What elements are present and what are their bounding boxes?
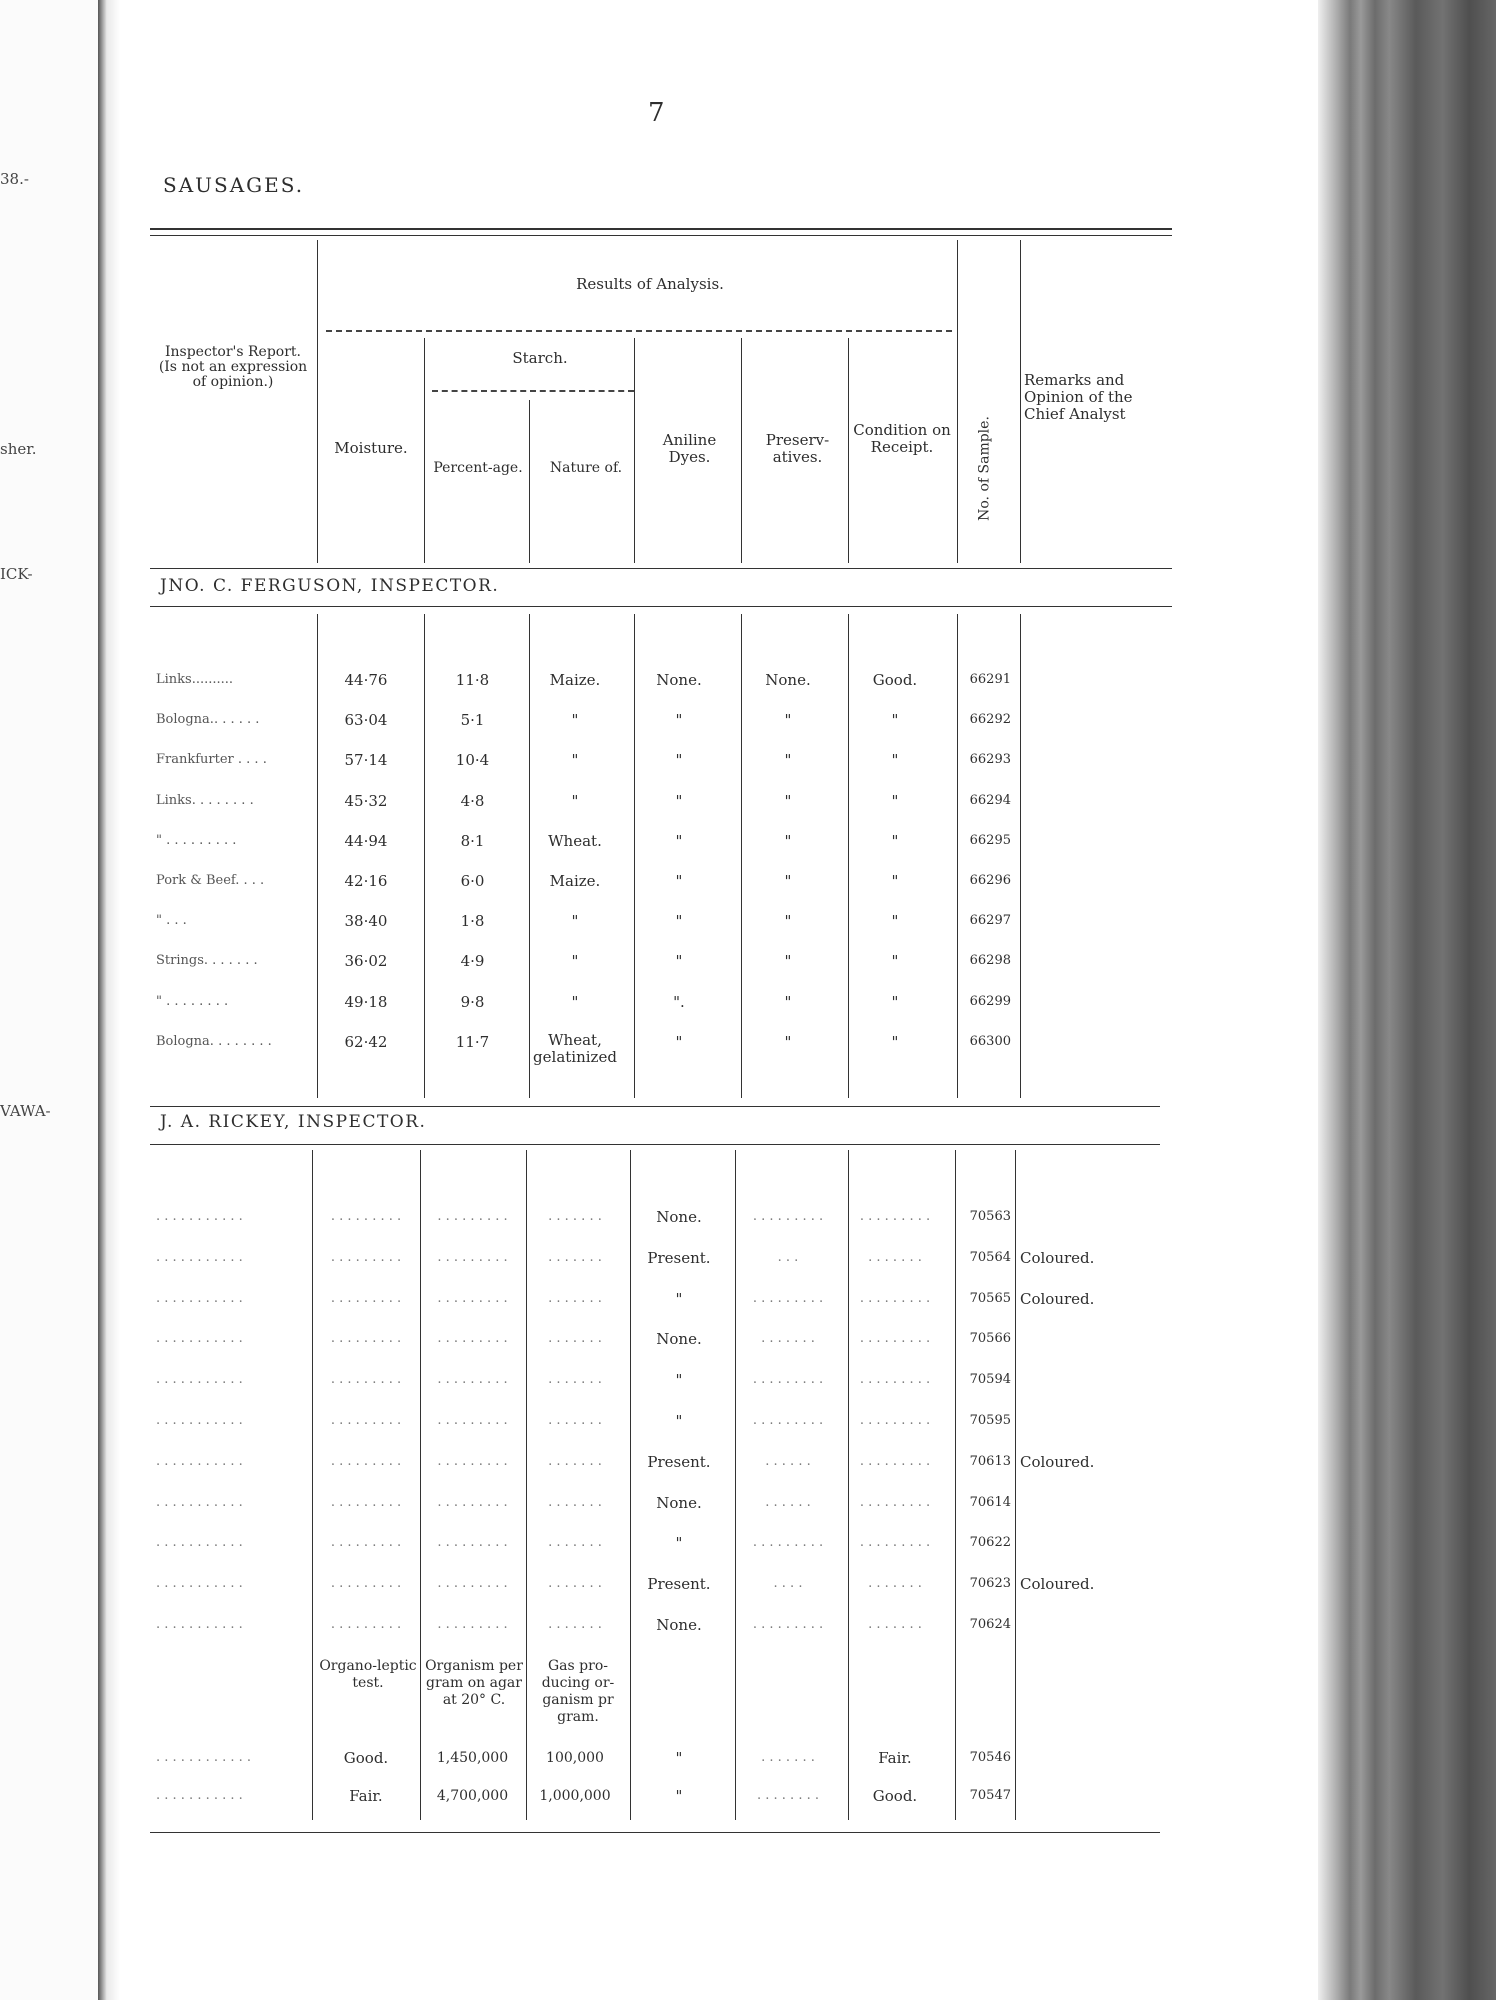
condition-cell: . . . . . . . . . [859, 1331, 931, 1347]
starch-nature-cell: . . . . . . . [548, 1249, 602, 1265]
aniline-dyes-cell: ". [673, 992, 685, 1011]
starch-header: Starch. [512, 349, 568, 367]
sample-number-cell: 70595 [969, 1413, 1011, 1428]
table-row [150, 1370, 1150, 1400]
starch-percentage-cell: . . . . . . . . . [437, 1413, 508, 1428]
condition-cell: . . . . . . . . . [859, 1535, 931, 1551]
facing-page-fragment: ICK- [0, 565, 33, 583]
table-row [150, 750, 1150, 780]
table-row [150, 710, 1150, 740]
facing-page-edge [0, 0, 100, 2000]
inspector-report-cell: . . . . . . . . . . . [156, 1494, 243, 1510]
starch-nature-cell: . . . . . . . [548, 1453, 602, 1469]
sample-number-cell: 66297 [969, 913, 1011, 929]
sample-number-cell: 70622 [969, 1535, 1011, 1551]
moisture-cell: 57·14 [344, 751, 388, 770]
preservatives-cell: None. [765, 671, 811, 689]
sample-number-cell: 70546 [969, 1750, 1011, 1765]
organism-per-gram-cell: 4,700,000 [436, 1788, 509, 1804]
inspector-report-cell: Links. . . . . . . . [156, 792, 254, 808]
book-page-edges [1318, 0, 1496, 2000]
table-row [150, 1207, 1150, 1237]
starch-percentage-cell: . . . . . . . . . [437, 1494, 508, 1510]
table-row [150, 1289, 1150, 1319]
table-row [150, 1031, 1150, 1066]
sample-number-cell: 70623 [969, 1576, 1011, 1592]
condition-cell: Fair. [878, 1749, 912, 1767]
table-row [150, 1329, 1150, 1359]
inspector-report-cell: . . . . . . . . . . . . [156, 1750, 252, 1765]
sample-number-cell: 66292 [969, 712, 1011, 728]
inspector-report-cell: . . . . . . . . . . . [156, 1209, 243, 1224]
starch-nature-cell: . . . . . . . [548, 1209, 602, 1224]
condition-cell: " [891, 992, 899, 1011]
starch-nature-cell: Wheat. [548, 831, 602, 850]
condition-cell: " [891, 872, 899, 890]
gas-producing-cell: 100,000 [546, 1750, 604, 1766]
preservatives-cell: . . . [777, 1249, 799, 1265]
moisture-cell: 44·76 [344, 671, 388, 689]
moisture-cell: . . . . . . . . . [330, 1535, 402, 1551]
condition-cell: " [891, 952, 899, 971]
starch-percentage-cell: 6·0 [460, 872, 485, 890]
aniline-dyes-cell: None. [656, 671, 702, 689]
moisture-cell: 49·18 [344, 992, 388, 1011]
starch-nature-cell: . . . . . . . [548, 1413, 602, 1428]
moisture-cell: . . . . . . . . . [330, 1249, 402, 1265]
moisture-cell: . . . . . . . . . [330, 1372, 402, 1388]
starch-nature-cell: . . . . . . . [548, 1576, 602, 1592]
remarks-header: Remarks and Opinion of the Chief Analyst [1024, 371, 1133, 423]
inspector-report-cell: . . . . . . . . . . . [156, 1453, 243, 1469]
organism-per-gram-cell: 1,450,000 [436, 1750, 509, 1766]
condition-cell: . . . . . . . [868, 1576, 922, 1592]
preservatives-cell: . . . . . . . . . [752, 1372, 824, 1388]
sample-number-cell: 66294 [969, 792, 1011, 808]
condition-cell: . . . . . . . . . [859, 1494, 931, 1510]
moisture-cell: . . . . . . . . . [330, 1453, 402, 1469]
aniline-dyes-header: Aniline Dyes. [662, 431, 717, 466]
sample-number-cell: 66296 [969, 873, 1011, 888]
organism-per-gram-header: Organism per gram on agar at 20° C. [425, 1658, 523, 1708]
moisture-cell: 62·42 [344, 1032, 388, 1051]
starch-percentage-cell: 1·8 [460, 912, 485, 931]
aniline-dyes-cell: " [675, 1787, 683, 1805]
sample-number-cell: 66293 [969, 752, 1011, 768]
table-top-rule [150, 235, 1172, 236]
starch-nature-cell: " [571, 791, 579, 810]
preservatives-cell: . . . . . . . . . [752, 1535, 824, 1551]
preservatives-cell: " [784, 711, 792, 730]
aniline-dyes-cell: " [675, 1289, 683, 1308]
sample-number-cell: 70594 [969, 1372, 1011, 1388]
starch-percentage-cell: 8·1 [460, 831, 485, 850]
preservatives-cell: . . . . . . . . . [752, 1290, 824, 1306]
aniline-dyes-cell: " [675, 1032, 683, 1051]
organoleptic-header: Organo-leptic test. [319, 1658, 417, 1691]
section-title: SAUSAGES. [163, 173, 305, 197]
preservatives-cell: . . . . . . . . . [752, 1413, 824, 1428]
starch-nature-cell: Wheat, gelatinized [533, 1031, 617, 1066]
starch-nature-cell: " [571, 711, 579, 730]
starch-nature-cell: . . . . . . . [548, 1372, 602, 1388]
starch-nature-cell: Maize. [549, 671, 601, 689]
organoleptic-cell: Good. [343, 1749, 389, 1767]
remarks-cell: Coloured. [1020, 1289, 1095, 1308]
inspector-report-header: Inspector's Report. (Is not an expression of opinion.) [158, 344, 308, 390]
moisture-cell: . . . . . . . . . [330, 1617, 402, 1632]
condition-cell: . . . . . . . . . [859, 1209, 931, 1224]
starch-nature-cell: . . . . . . . [548, 1331, 602, 1347]
aniline-dyes-cell: None. [656, 1616, 702, 1634]
condition-cell: . . . . . . . . . [859, 1372, 931, 1388]
starch-nature-cell: " [571, 952, 579, 971]
sample-number-cell: 70613 [969, 1453, 1011, 1469]
inspector-report-cell: Frankfurter . . . . [156, 752, 267, 768]
condition-cell: " [891, 751, 899, 770]
inspector-report-cell: . . . . . . . . . . . [156, 1413, 243, 1428]
inspector-report-cell: Links.......... [156, 672, 234, 687]
table-row [150, 1533, 1150, 1563]
facing-page-fragment: sher. [0, 440, 37, 458]
inspector-report-cell: . . . . . . . . . . . [156, 1249, 243, 1265]
preservatives-header: Preserv-atives. [765, 431, 830, 466]
table-row [150, 791, 1150, 821]
starch-nature-cell: . . . . . . . [548, 1617, 602, 1632]
moisture-header: Moisture. [334, 439, 408, 457]
preservatives-cell: . . . . . . . . [757, 1788, 819, 1803]
sample-number-cell: 70624 [969, 1617, 1011, 1632]
inspector-report-cell: . . . . . . . . . . . [156, 1331, 243, 1347]
starch-percentage-cell: . . . . . . . . . [437, 1576, 508, 1592]
sample-number-cell: 70566 [969, 1331, 1011, 1347]
starch-percentage-cell: 10·4 [455, 751, 490, 770]
preservatives-cell: . . . . . . . [761, 1750, 815, 1765]
table-row [150, 1493, 1150, 1523]
table-row [150, 1248, 1150, 1278]
facing-page-fragment: 38.- [0, 170, 29, 188]
table-row [150, 1574, 1150, 1604]
starch-percentage-cell: . . . . . . . . . [437, 1290, 508, 1306]
moisture-cell: . . . . . . . . . [330, 1290, 402, 1306]
moisture-cell: . . . . . . . . . [330, 1331, 402, 1347]
moisture-cell: 38·40 [344, 912, 388, 931]
condition-cell: " [891, 831, 899, 850]
preservatives-cell: " [784, 1032, 792, 1051]
inspector-report-cell: Bologna.. . . . . . [156, 712, 260, 728]
inspector-report-cell: . . . . . . . . . . . [156, 1290, 243, 1306]
sample-number-cell: 70564 [969, 1249, 1011, 1265]
inspector-report-cell: . . . . . . . . . . . [156, 1788, 243, 1803]
moisture-cell: . . . . . . . . . [330, 1209, 402, 1224]
starch-percentage-cell: . . . . . . . . . [437, 1331, 508, 1347]
table-row [150, 911, 1150, 941]
sample-number-cell: 70563 [969, 1209, 1011, 1224]
aniline-dyes-cell: " [675, 711, 683, 730]
starch-percentage-cell: . . . . . . . . . [437, 1249, 508, 1265]
table-top-rule [150, 228, 1172, 230]
sample-number-cell: 70565 [969, 1290, 1011, 1306]
inspector-report-cell: Bologna. . . . . . . . [156, 1033, 272, 1049]
moisture-cell: . . . . . . . . . [330, 1576, 402, 1592]
aniline-dyes-cell: " [675, 952, 683, 971]
starch-nature-cell: " [571, 992, 579, 1011]
condition-cell: Good. [872, 671, 918, 689]
inspector-report-cell: Strings. . . . . . . [156, 953, 258, 969]
table-row [150, 670, 1150, 700]
preservatives-cell: . . . . . . [765, 1494, 811, 1510]
facing-page-fragment: VAWA- [0, 1102, 51, 1120]
condition-cell: . . . . . . . . . [859, 1413, 931, 1428]
table-row [150, 1452, 1150, 1482]
starch-nature-cell: . . . . . . . [548, 1535, 602, 1551]
remarks-cell: Coloured. [1020, 1575, 1095, 1594]
aniline-dyes-cell: " [675, 872, 683, 890]
starch-percentage-cell: . . . . . . . . . [437, 1209, 508, 1224]
starch-percentage-cell: . . . . . . . . . [437, 1617, 508, 1632]
sample-number-cell: 66298 [969, 953, 1011, 969]
remarks-cell: Coloured. [1020, 1452, 1095, 1471]
aniline-dyes-cell: None. [656, 1330, 702, 1349]
moisture-cell: 36·02 [344, 952, 388, 971]
sample-number-cell: 66295 [969, 832, 1011, 848]
moisture-cell: 45·32 [344, 791, 388, 810]
starch-percentage-header: Percent-age. [433, 460, 523, 476]
sample-number-cell: 66300 [969, 1033, 1011, 1049]
starch-percentage-cell: . . . . . . . . . [437, 1453, 508, 1469]
preservatives-cell: " [784, 791, 792, 810]
aniline-dyes-cell: Present. [647, 1452, 711, 1471]
starch-nature-cell: Maize. [549, 872, 601, 890]
aniline-dyes-cell: " [675, 1412, 683, 1430]
table-row [150, 1786, 1150, 1816]
book-gutter [98, 0, 120, 2000]
aniline-dyes-cell: None. [656, 1493, 702, 1512]
preservatives-cell: " [784, 751, 792, 770]
inspector-report-cell: . . . . . . . . . . . [156, 1372, 243, 1388]
moisture-cell: . . . . . . . . . [330, 1494, 402, 1510]
table-bottom-rule [150, 1832, 1160, 1833]
starch-nature-cell: " [571, 751, 579, 770]
sample-number-cell: 70614 [969, 1494, 1011, 1510]
starch-nature-cell: . . . . . . . [548, 1290, 602, 1306]
inspector-heading: J. A. RICKEY, INSPECTOR. [160, 1112, 427, 1132]
condition-header: Condition on Receipt. [853, 421, 951, 456]
preservatives-cell: . . . . . . . . . [752, 1209, 824, 1224]
preservatives-cell: . . . . . . . . . [752, 1617, 824, 1632]
preservatives-cell: " [784, 992, 792, 1011]
aniline-dyes-cell: " [675, 912, 683, 931]
aniline-dyes-cell: Present. [647, 1248, 711, 1267]
aniline-dyes-cell: None. [656, 1208, 702, 1226]
inspector-report-cell: . . . . . . . . . . . [156, 1617, 243, 1632]
organoleptic-cell: Fair. [349, 1787, 383, 1805]
condition-cell: Good. [872, 1787, 918, 1805]
starch-percentage-cell: . . . . . . . . . [437, 1372, 508, 1388]
sample-number-cell: 70547 [969, 1788, 1011, 1803]
preservatives-cell: . . . . . . [765, 1453, 811, 1469]
condition-cell: . . . . . . . . . [859, 1290, 931, 1306]
table-row [150, 1615, 1150, 1645]
moisture-cell: 63·04 [344, 711, 388, 730]
condition-cell: " [891, 912, 899, 931]
table-row [150, 1411, 1150, 1441]
starch-percentage-cell: 11·7 [455, 1032, 490, 1051]
inspector-report-cell: " . . . . . . . . [156, 993, 229, 1009]
aniline-dyes-cell: Present. [647, 1575, 711, 1594]
preservatives-cell: " [784, 831, 792, 850]
sample-number-cell: 66291 [969, 672, 1011, 687]
sample-number-cell: 66299 [969, 993, 1011, 1009]
moisture-cell: . . . . . . . . . [330, 1413, 402, 1428]
moisture-cell: 42·16 [344, 872, 388, 890]
remarks-cell: Coloured. [1020, 1248, 1095, 1267]
table-row [150, 871, 1150, 901]
page-number: 7 [648, 98, 665, 128]
aniline-dyes-cell: " [675, 831, 683, 850]
preservatives-cell: " [784, 872, 792, 890]
aniline-dyes-cell: " [675, 751, 683, 770]
condition-cell: " [891, 1032, 899, 1051]
starch-percentage-cell: . . . . . . . . . [437, 1535, 508, 1551]
table-row [150, 831, 1150, 861]
gas-producing-cell: 1,000,000 [539, 1788, 611, 1804]
starch-percentage-cell: 9·8 [460, 992, 485, 1011]
inspector-report-cell: " . . . . . . . . . [156, 832, 237, 848]
inspector-report-cell: Pork & Beef. . . . [156, 873, 265, 888]
inspector-report-cell: " . . . [156, 913, 187, 929]
condition-cell: . . . . . . . [868, 1617, 922, 1632]
aniline-dyes-cell: " [675, 1371, 683, 1390]
results-of-analysis-header: Results of Analysis. [576, 275, 724, 293]
starch-percentage-cell: 11·8 [455, 671, 490, 689]
moisture-cell: 44·94 [344, 831, 388, 850]
aniline-dyes-cell: " [675, 791, 683, 810]
table-row [150, 992, 1150, 1022]
starch-nature-cell: " [571, 912, 579, 931]
sample-number-header: No. of Sample. [976, 416, 993, 521]
aniline-dyes-cell: " [675, 1534, 683, 1553]
condition-cell: . . . . . . . . . [859, 1453, 931, 1469]
starch-percentage-cell: 4·9 [460, 952, 485, 971]
starch-percentage-cell: 4·8 [460, 791, 485, 810]
starch-nature-cell: . . . . . . . [548, 1494, 602, 1510]
gas-producing-header: Gas pro-ducing or-ganism pr gram. [541, 1658, 615, 1725]
inspector-report-cell: . . . . . . . . . . . [156, 1576, 243, 1592]
preservatives-cell: . . . . . . . [761, 1331, 815, 1347]
table-row [150, 951, 1150, 981]
preservatives-cell: " [784, 952, 792, 971]
table-row [150, 1748, 1150, 1778]
condition-cell: . . . . . . . [868, 1249, 922, 1265]
condition-cell: " [891, 791, 899, 810]
preservatives-cell: . . . . [773, 1576, 803, 1592]
starch-percentage-cell: 5·1 [460, 711, 485, 730]
condition-cell: " [891, 711, 899, 730]
inspector-heading: JNO. C. FERGUSON, INSPECTOR. [160, 576, 500, 596]
inspector-report-cell: . . . . . . . . . . . [156, 1535, 243, 1551]
aniline-dyes-cell: " [675, 1749, 683, 1767]
starch-nature-header: Nature of. [549, 460, 623, 476]
preservatives-cell: " [784, 912, 792, 931]
